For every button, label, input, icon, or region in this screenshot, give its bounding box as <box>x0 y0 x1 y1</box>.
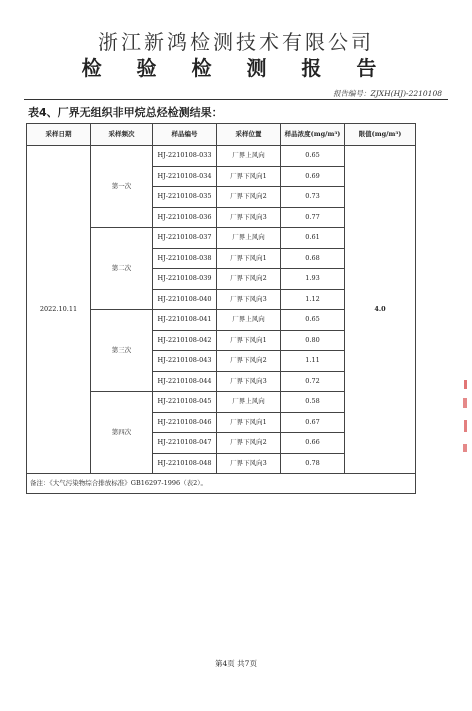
sample-id-cell: HJ-2210108-044 <box>153 371 217 392</box>
col-header-date: 采样日期 <box>27 124 91 146</box>
col-header-concentration: 样品浓度(mg/m³) <box>281 124 345 146</box>
sample-id-cell: HJ-2210108-040 <box>153 289 217 310</box>
concentration-cell: 0.73 <box>281 187 345 208</box>
location-cell: 厂界下风向2 <box>217 351 281 372</box>
sample-id-cell: HJ-2210108-041 <box>153 310 217 331</box>
concentration-cell: 1.93 <box>281 269 345 290</box>
sample-id-cell: HJ-2210108-043 <box>153 351 217 372</box>
col-header-frequency: 采样频次 <box>91 124 153 146</box>
sample-id-cell: HJ-2210108-035 <box>153 187 217 208</box>
location-cell: 厂界上风向 <box>217 310 281 331</box>
table-header-row <box>27 124 416 146</box>
concentration-cell: 0.65 <box>281 146 345 167</box>
location-cell: 厂界下风向3 <box>217 207 281 228</box>
sample-id-cell: HJ-2210108-039 <box>153 269 217 290</box>
sample-id-cell: HJ-2210108-048 <box>153 453 217 474</box>
concentration-cell: 0.58 <box>281 392 345 413</box>
concentration-cell: 0.78 <box>281 453 345 474</box>
sample-id-cell: HJ-2210108-034 <box>153 166 217 187</box>
page-number: 第4页 共7页 <box>215 659 257 668</box>
concentration-cell: 1.12 <box>281 289 345 310</box>
concentration-cell: 0.65 <box>281 310 345 331</box>
location-cell: 厂界下风向1 <box>217 412 281 433</box>
col-header-limit: 限值(mg/m³) <box>345 124 416 146</box>
limit-value-cell: 4.0 <box>345 146 416 474</box>
sampling-frequency-cell: 第三次 <box>91 310 153 392</box>
concentration-cell: 0.67 <box>281 412 345 433</box>
location-cell: 厂界下风向2 <box>217 187 281 208</box>
header-rule <box>24 99 448 100</box>
table-row <box>27 146 416 167</box>
note-row <box>27 474 416 494</box>
sample-id-cell: HJ-2210108-045 <box>153 392 217 413</box>
concentration-cell: 0.80 <box>281 330 345 351</box>
location-cell: 厂界下风向2 <box>217 269 281 290</box>
sample-id-cell: HJ-2210108-046 <box>153 412 217 433</box>
partial-stamp-mark <box>462 380 470 460</box>
report-number: 报告编号：ZJXH(HJ)-2210108 <box>333 89 442 98</box>
table-title: 表4、厂界无组织非甲烷总烃检测结果： <box>28 106 223 119</box>
concentration-cell: 0.69 <box>281 166 345 187</box>
sampling-frequency-cell: 第四次 <box>91 392 153 474</box>
concentration-cell: 0.77 <box>281 207 345 228</box>
location-cell: 厂界下风向1 <box>217 248 281 269</box>
company-name: 浙江新鸿检测技术有限公司 <box>98 30 374 54</box>
report-title: 检 验 检 测 报 告 <box>81 56 391 80</box>
concentration-cell: 0.68 <box>281 248 345 269</box>
sample-id-cell: HJ-2210108-047 <box>153 433 217 454</box>
results-table <box>26 123 416 494</box>
location-cell: 厂界下风向3 <box>217 289 281 310</box>
table-note: 备注：《大气污染物综合排放标准》GB16297-1996（表2）。 <box>27 474 416 494</box>
sample-id-cell: HJ-2210108-036 <box>153 207 217 228</box>
col-header-location: 采样位置 <box>217 124 281 146</box>
sample-id-cell: HJ-2210108-038 <box>153 248 217 269</box>
concentration-cell: 0.61 <box>281 228 345 249</box>
location-cell: 厂界下风向3 <box>217 453 281 474</box>
location-cell: 厂界上风向 <box>217 392 281 413</box>
location-cell: 厂界上风向 <box>217 146 281 167</box>
col-header-sample-id: 样品编号 <box>153 124 217 146</box>
sampling-frequency-cell: 第一次 <box>91 146 153 228</box>
location-cell: 厂界下风向1 <box>217 330 281 351</box>
location-cell: 厂界上风向 <box>217 228 281 249</box>
sampling-frequency-cell: 第二次 <box>91 228 153 310</box>
sample-id-cell: HJ-2210108-037 <box>153 228 217 249</box>
sample-id-cell: HJ-2210108-042 <box>153 330 217 351</box>
location-cell: 厂界下风向1 <box>217 166 281 187</box>
sampling-date-cell: 2022.10.11 <box>27 146 91 474</box>
concentration-cell: 1.11 <box>281 351 345 372</box>
concentration-cell: 0.72 <box>281 371 345 392</box>
concentration-cell: 0.66 <box>281 433 345 454</box>
sample-id-cell: HJ-2210108-033 <box>153 146 217 167</box>
location-cell: 厂界下风向2 <box>217 433 281 454</box>
location-cell: 厂界下风向3 <box>217 371 281 392</box>
